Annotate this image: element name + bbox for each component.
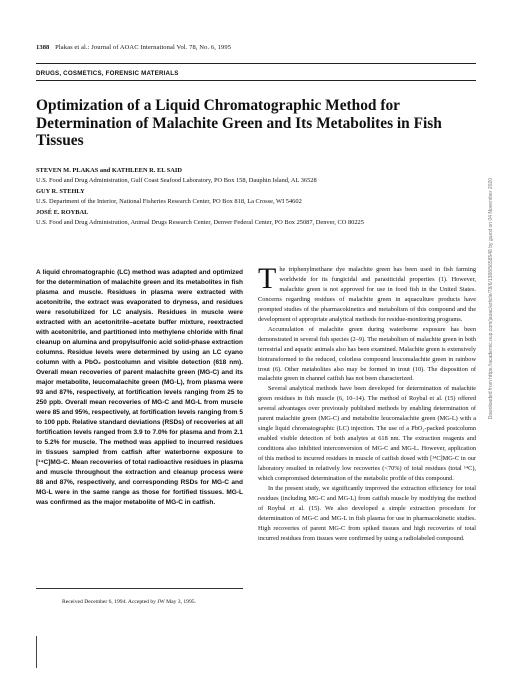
body-paragraph: In the present study, we significantly improved the extraction efficiency for total residues (including MG-C and MG-L) from catfish muscle by modifying the method of Roybal et al. (15). We also developed a simple extraction procedure for determination of MG-C and MG-L in fish plasma for use in pharmacokinetic studies. High recoveries of parent MG-C from spiked tissues and high recoveries of total incurred residues from tissues were confirmed by using a radiolabeled compound. — [258, 484, 476, 542]
download-watermark: Downloaded from https://academic.oup.com/jaoac/article/78/6/1388/5658548 by guest on 04 November 2020 — [488, 178, 494, 420]
received-note: Received December 6, 1994. Accepted by JW May 3, 1995. — [62, 599, 196, 605]
author-names: STEVEN M. PLAKAS and KATHLEEN R. EL SAID — [36, 167, 183, 174]
section-label: DRUGS, COSMETICS, FORENSIC MATERIALS — [36, 70, 179, 77]
body-paragraph-text: he triphenylmethane dye malachite green has been used in fish farming worldwide for its fungicidal and parasiticidal properties (1). However, malachite green is not approved for use in food fish in the United States. Concerns regarding residues of malachite green in aquaculture products have prompted studies of the pharmacokinetics and metabolism of this compound and the development of appropriate analytical methods for residue-monitoring programs. — [258, 266, 476, 323]
header-rule — [36, 63, 476, 64]
section-rule — [36, 80, 476, 81]
footnote-rule — [36, 588, 243, 589]
author-affiliation: U.S. Food and Drug Administration, Animal Drugs Research Center, Denver Federal Center, PO Box 25087, Denver, CO 80225 — [36, 219, 364, 227]
author-affiliation: U.S. Food and Drug Administration, Gulf Coast Seafood Laboratory, PO Box 158, Dauphin Island, AL 36528 — [36, 177, 317, 185]
article-title: Optimization of a Liquid Chromatographic Method for Determination of Malachite Green and Its Metabolites in Fish Tissues — [36, 97, 442, 149]
body-paragraph: Accumulation of malachite green during waterborne exposure has been demonstrated in several fish species (2–9). The metabolism of malachite green in both terrestrial and aquatic animals also has been examined. Malachite green is extensively biotransformed to the reduced, colorless compound leucomalachite green in rainbow trout (6). Other metabolites also may be formed in trout (10). The disposition of malachite green in channel catfish has not been characterized. — [258, 325, 476, 383]
author-names: JOSÉ E. ROYBAL — [36, 208, 89, 216]
body-column — [258, 262, 476, 544]
author-block — [36, 166, 481, 228]
running-title: Plakas et al.: Journal of AOAC International Vol. 78, No. 6, 1995 — [55, 44, 232, 51]
page-number: 1388 — [36, 44, 50, 51]
running-head — [36, 44, 231, 51]
body-paragraph: Several analytical methods have been developed for determination of malachite green residues in fish muscle (6, 10–14). The method of Roybal et al. (15) offered several advantages over previously published methods by enabling determination of parent malachite green (MG-C) and metabolite leucomalachite green (MG-L) with a single liquid chromatographic (LC) injection. The use of a PbO₂-packed postcolumn enabled visible detection of both analytes at 618 nm. The extraction reagents and conditions also inhibited interconversion of MG-C and MG-L. However, application of this method to incurred residues in muscle of catfish dosed with [¹⁴C]MG-C in our laboratory resulted in relatively low recoveries (<70%) of total residues (total ¹⁴C), which compromised determination of the metabolic profile of this compound. — [258, 385, 476, 483]
body-paragraph — [258, 262, 476, 325]
author-affiliation: U.S. Department of the Interior, National Fisheries Research Center, PO Box 818, La Crosse, WI 54602 — [36, 198, 302, 206]
author-names: GUY R. STEHLY — [36, 187, 85, 195]
drop-cap: T — [258, 262, 277, 295]
abstract: A liquid chromatographic (LC) method was adapted and optimized for the determination of malachite green and its metabolites in fish plasma and muscle. Residues in plasma were extracted with acetonitrile, the extract was evaporated to dryness, and residues were resolubilized for LC analysis. Residues in muscle were extracted with an acetonitrile–acetate buffer mixture, reextracted with acetonitrile, and partitioned into methylene chloride with final cleanup on alumina and propylsulfonic acid solid-phase extraction columns. Residue levels were determined by using an LC cyano column with a PbO₂ postcolumn and visible detection (618 nm). Overall mean recoveries of parent malachite green (MG-C) and its major metabolite, leucomalachite green (MG-L), from plasma were 93 and 87%, respectively, at fortification levels ranging from 25 to 250 ppb. Overall mean recoveries of MG-C and MG-L from muscle were 85 and 95%, respectively, at fortification levels ranging from 5 to 100 ppb. Relative standard deviations (RSDs) of recoveries at all fortification levels ranged from 3.9 to 7.0% for plasma and from 2.1 to 5.2% for muscle. The method was applied to incurred residues in tissues sampled from catfish after waterborne exposure to [¹⁴C]MG-C. Mean recoveries of total radioactive residues in plasma and muscle throughout the extraction and cleanup process were 88 and 87%, respectively, and corresponding RSDs for MG-C and MG-L were in the same range as those for fortified tissues. MG-L was confirmed as the major metabolite of MG-C in catfish. — [36, 269, 243, 506]
margin-mark — [36, 636, 37, 668]
